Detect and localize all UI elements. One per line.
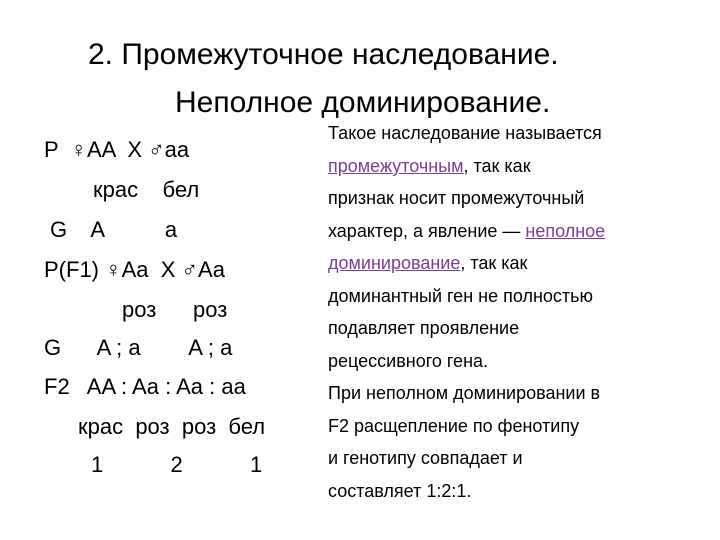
link-intermediate[interactable]: промежуточным xyxy=(328,155,464,176)
desc-row: F2 расщепление по фенотипу xyxy=(328,415,580,436)
desc-row: и генотипу совпадает и xyxy=(328,448,523,468)
desc-row: рецессивного гена. xyxy=(328,350,489,371)
desc-row: составляет 1:2:1. xyxy=(328,480,472,501)
description-text xyxy=(328,117,708,507)
scheme-row-f1-phenotypes: роз роз xyxy=(122,297,228,322)
desc-row: подавляет проявление xyxy=(328,318,520,338)
title-line-2: Неполное доминирование. xyxy=(175,86,551,119)
scheme-row-gametes-2: G A ; a A ; a xyxy=(44,335,233,360)
link-incomplete-dominance-1[interactable]: неполное xyxy=(525,220,606,241)
scheme-row-f2: F2 AA : Aa : Aa : aa xyxy=(44,374,246,399)
desc-row: признак носит промежуточный xyxy=(328,188,585,208)
desc-row: При неполном доминировании в xyxy=(328,383,601,403)
desc-row: доминантный ген не полностью xyxy=(328,285,594,306)
scheme-row-f2-phenotypes: крас роз роз бел xyxy=(78,414,266,439)
scheme-row-f1: P(F1) ♀Aa X ♂Aa xyxy=(44,257,225,282)
desc-row: Такое наследование называется xyxy=(328,123,602,143)
title-line-1: 2. Промежуточное наследование. xyxy=(88,38,559,71)
scheme-row-parents: P ♀AA X ♂aa xyxy=(44,137,190,162)
scheme-row-gametes-1: G A a xyxy=(50,217,178,242)
scheme-row-parent-phenotypes: крас бел xyxy=(93,177,200,202)
desc-row: характер, а явление — неполное xyxy=(328,220,606,241)
scheme-row-ratio: 1 2 1 xyxy=(91,452,263,477)
link-incomplete-dominance-2[interactable]: доминирование xyxy=(328,253,461,273)
desc-row: промежуточным, так как xyxy=(328,155,531,176)
desc-row: доминирование, так как xyxy=(328,253,528,273)
